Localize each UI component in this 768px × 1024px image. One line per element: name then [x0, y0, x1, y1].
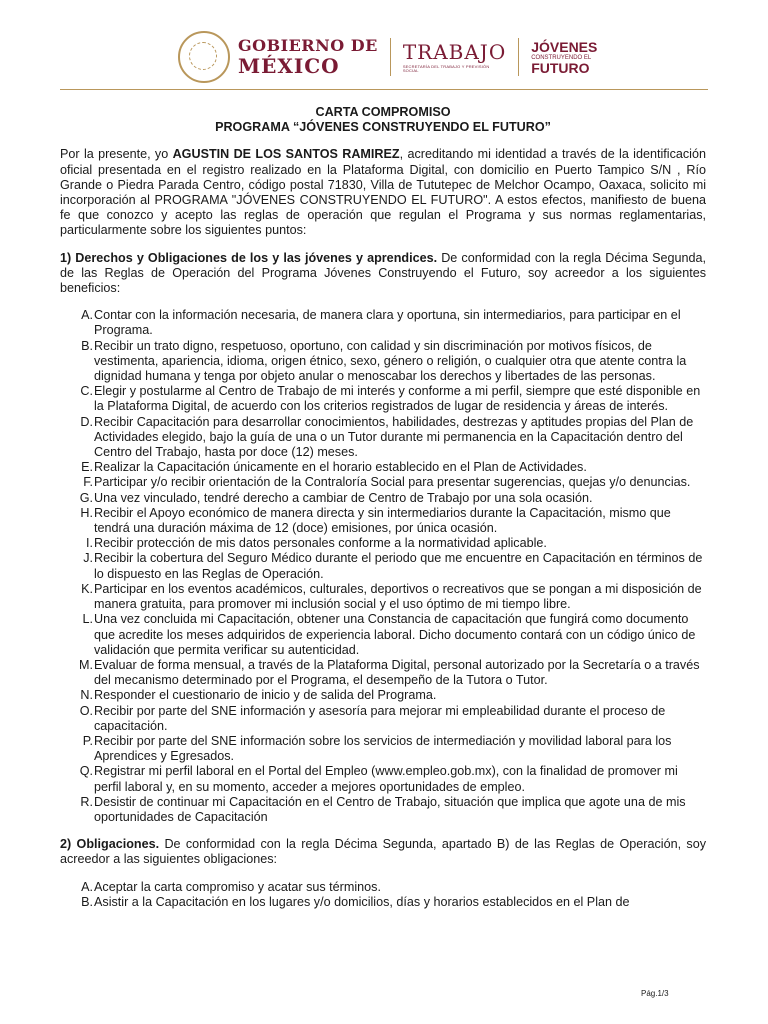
list-item-text: Evaluar de forma mensual, a través de la Plataforma Digital, personal autorizado por la Secretaría o a través del mecanismo determinado por el Programa, el desempeño de la Tutora o Tutor. — [94, 657, 700, 688]
list-item — [60, 536, 706, 551]
gobierno-line1: GOBIERNO DE — [238, 36, 378, 55]
document-body — [60, 105, 706, 910]
trabajo-subtitle: SECRETARÍA DEL TRABAJO Y PREVISIÓN SOCIAL — [402, 63, 490, 73]
list-item-text: Recibir el Apoyo económico de manera directa y sin intermediarios durante la Capacitación, mismo que tendrá una duración máxima de 12 (doce) emisiones, por única ocasión. — [94, 505, 671, 536]
jovenes-line2: CONSTRUYENDO EL — [531, 54, 592, 61]
list-item-text: Responder el cuestionario de inicio y de salida del Programa. — [94, 688, 437, 703]
list-item — [60, 308, 706, 338]
list-item-letter: B. — [81, 338, 93, 353]
list-item-text: Una vez vinculado, tendré derecho a cambiar de Centro de Trabajo por una sola ocasión. — [94, 490, 593, 505]
list-item-letter: J. — [83, 551, 93, 566]
list-item — [60, 658, 706, 688]
list-item-letter: F. — [83, 475, 93, 490]
logo-divider — [518, 38, 519, 76]
list-item-letter: H. — [80, 505, 93, 520]
jovenes-line3: FUTURO — [531, 59, 590, 76]
list-item-text: Desistir de continuar mi Capacitación en el Centro de Trabajo, situación que implica que agote una de mis oportunidades de Capacitación — [94, 794, 686, 824]
list-item-text: Recibir Capacitación para desarrollar conocimientos, habilidades, destrezas y aptitudes propias del Plan de Actividades elegido, bajo la guía de una o un Tutor durante mi permanencia en la Capacitación dentro del Centro del Trabajo, hasta por doce (12) meses. — [94, 414, 694, 460]
list-item-text: Asistir a la Capacitación en los lugares y/o domicilios, días y horarios establecidos en el Plan de — [94, 894, 630, 909]
list-item — [60, 612, 706, 658]
list-item — [60, 582, 706, 612]
list-item-letter: L. — [82, 612, 93, 627]
list-item-text: Recibir por parte del SNE información y asesoría para mejorar mi empleabilidad durante el proceso de capacitación. — [94, 703, 666, 733]
benefits-list — [60, 308, 706, 825]
list-item-letter: N. — [80, 688, 93, 703]
letterhead — [178, 30, 597, 84]
trabajo-title: TRABAJO — [402, 39, 507, 64]
list-item-letter: G. — [79, 490, 93, 505]
jovenes-line1: JÓVENES — [531, 38, 598, 55]
section1-heading: 1) Derechos y Obligaciones de los y las jóvenes y aprendices. — [60, 250, 438, 265]
list-item-letter: E. — [81, 460, 93, 475]
list-item-letter: C. — [80, 384, 93, 399]
list-item-letter: Q. — [79, 764, 93, 779]
obligations-list — [60, 880, 706, 910]
list-item-text: Aceptar la carta compromiso y acatar sus términos. — [94, 879, 381, 894]
list-item — [60, 491, 706, 506]
header-rule — [60, 89, 708, 90]
list-item — [60, 895, 706, 910]
jovenes-logo — [531, 40, 597, 75]
list-item-text: Recibir un trato digno, respetuoso, oportuno, con calidad y sin discriminación por motivos físicos, de vestimenta, apariencia, idioma, origen étnico, sexo, género o religión, o cualquier otra que atente contra la dignidad humana y tenga por objeto anular o menoscabar los derechos y libertades de las personas. — [94, 338, 687, 384]
list-item — [60, 506, 706, 536]
gobierno-logo — [238, 38, 378, 76]
beneficiary-name: AGUSTIN DE LOS SANTOS RAMIREZ — [172, 147, 400, 162]
list-item-text: Participar en los eventos académicos, culturales, deportivos o recreativos que se pongan a mi disposición de manera gratuita, para promover mi inclusión social y el uso óptimo de mi tiempo libre. — [94, 581, 702, 612]
logo-divider — [390, 38, 391, 76]
list-item-text: Contar con la información necesaria, de manera clara y oportuna, sin intermediarios, para participar en el Programa. — [94, 308, 681, 338]
list-item-text: Recibir la cobertura del Seguro Médico durante el periodo que me encuentre en Capacitación en términos de lo dispuesto en las Reglas de Operación. — [94, 551, 703, 581]
list-item — [60, 880, 706, 895]
section2-intro: 2) Obligaciones. De conformidad con la regla Décima Segunda, apartado B) de las Reglas de Operación, soy acreedor a las siguientes obligaciones: — [60, 837, 706, 867]
list-item — [60, 460, 706, 475]
list-item-text: Participar y/o recibir orientación de la Contraloría Social para presentar sugerencias, quejas y/o denuncias. — [94, 475, 691, 490]
list-item-letter: K. — [81, 581, 93, 596]
list-item — [60, 384, 706, 414]
trabajo-logo — [402, 39, 507, 73]
list-item-letter: D. — [80, 414, 93, 429]
list-item-letter: P. — [82, 733, 93, 748]
list-item-text: Realizar la Capacitación únicamente en el horario establecido en el Plan de Actividades. — [94, 460, 587, 475]
doc-subtitle: PROGRAMA “JÓVENES CONSTRUYENDO EL FUTURO” — [215, 120, 551, 135]
list-item — [60, 339, 706, 385]
list-item-text: Registrar mi perfil laboral en el Portal del Empleo (www.empleo.gob.mx), con la finalidad de promover mi perfil laboral y, en su momento, acceder a mejores oportunidades de empleo. — [94, 764, 678, 794]
section1-intro: 1) Derechos y Obligaciones de los y las jóvenes y aprendices. De conformidad con la regla Décima Segunda, de las Reglas de Operación del Programa Jóvenes Construyendo el Futuro, soy acreedor a los siguientes beneficios: — [60, 250, 706, 296]
list-item — [60, 764, 706, 794]
list-item-letter: R. — [80, 794, 93, 809]
doc-title: CARTA COMPROMISO — [315, 105, 451, 119]
list-item-letter: B. — [81, 894, 93, 909]
list-item — [60, 475, 706, 490]
list-item-text: Una vez concluida mi Capacitación, obtener una Constancia de capacitación que fungirá como documento que acredite los meses adquiridos de experiencia laboral. Dicho documento contará con un código único de validación que permita verificar su autenticidad. — [94, 612, 696, 657]
list-item — [60, 688, 706, 703]
section2-heading: 2) Obligaciones. — [60, 837, 160, 852]
list-item-letter: A. — [81, 308, 93, 323]
list-item-letter: M. — [79, 657, 93, 672]
list-item-text: Recibir por parte del SNE información sobre los servicios de intermediación y movilidad laboral para los Aprendices y Egresados. — [94, 733, 672, 764]
list-item-text: Elegir y postularme al Centro de Trabajo de mi interés y conforme a mi perfil, siempre que esté disponible en la Plataforma Digital, de acuerdo con los criterios registrados de lugar de residencia y áreas de interés. — [94, 384, 701, 414]
list-item — [60, 734, 706, 764]
gobierno-line2: MÉXICO — [238, 54, 340, 78]
list-item-letter: A. — [81, 879, 93, 894]
intro-paragraph: Por la presente, yo AGUSTIN DE LOS SANTOS RAMIREZ, acreditando mi identidad a través de la identificación oficial presentada en el registro realizado en la Plataforma Digital, con domicilio en Puerto Tampico S/N , Río Grande o Piedra Parada Centro, código postal 71830, Villa de Tututepec de Melchor Ocampo, Oaxaca, solicito mi incorporación al PROGRAMA "JÓVENES CONSTRUYENDO EL FUTURO". A estos efectos, manifiesto de buena fe que conozco y acepto las reglas de operación que regulan el Programa y sus normas reglamentarias, particularmente sobre los siguientes puntos: — [60, 147, 706, 238]
list-item-text: Recibir protección de mis datos personales conforme a la normatividad aplicable. — [94, 536, 547, 551]
list-item — [60, 704, 706, 734]
list-item-letter: O. — [79, 703, 93, 718]
list-item-letter: I. — [86, 536, 93, 551]
list-item — [60, 551, 706, 581]
list-item — [60, 795, 706, 825]
coat-of-arms-icon — [178, 31, 230, 83]
list-item — [60, 415, 706, 461]
page-number: Pág.1/3 — [641, 989, 669, 998]
